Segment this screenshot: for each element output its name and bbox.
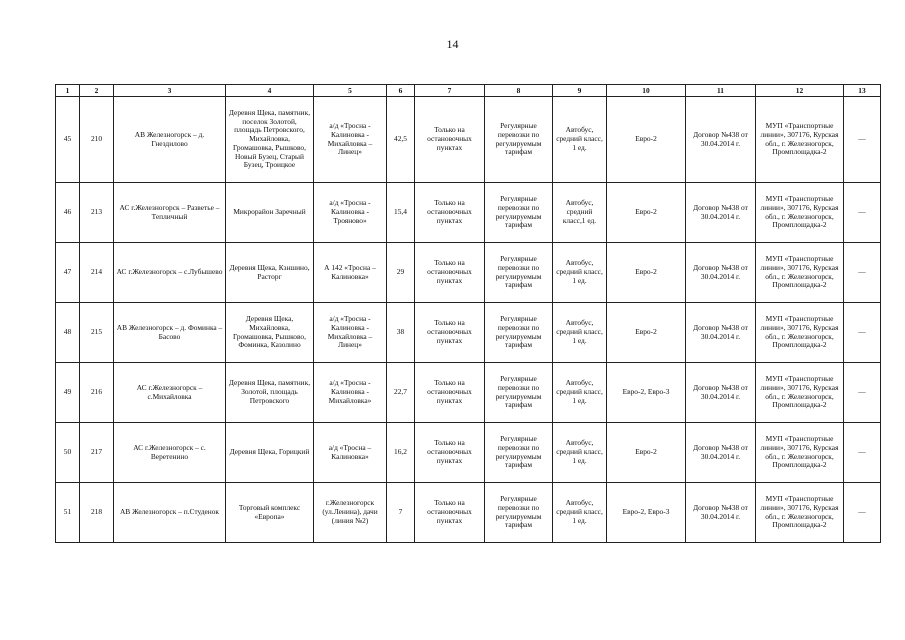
table-row	[56, 303, 881, 363]
vehicle-cell: Автобус, средний класс, 1 ед.	[553, 243, 607, 303]
table-row	[56, 363, 881, 423]
header-cell: 11	[686, 85, 756, 97]
contract-cell: Договор №438 от 30.04.2014 г.	[686, 423, 756, 483]
header-cell: 1	[56, 85, 80, 97]
table-row	[56, 243, 881, 303]
roads-cell: а/д «Тросна - Калиновка - Михайловка – Линец»	[314, 97, 387, 183]
table-row	[56, 183, 881, 243]
carrier-cell: МУП «Транспортные линии», 307176, Курская обл., г. Железногорск, Промплощадка-2	[756, 363, 844, 423]
row-number-cell: 45	[56, 97, 80, 183]
header-cell: 7	[415, 85, 485, 97]
stops-cell: Деревня Щека, памятник, поселок Золотой, площадь Петровского, Михайловка, Громашовка, Рышково, Новый Бузец, Старый Бузец, Троицкое	[226, 97, 314, 183]
vehicle-cell: Автобус, средний класс, 1 ед.	[553, 363, 607, 423]
carrier-cell: МУП «Транспортные линии», 307176, Курская обл., г. Железногорск, Промплощадка-2	[756, 97, 844, 183]
roads-cell: а/д «Тросна - Калиновка - Михайловка – Линец»	[314, 303, 387, 363]
note-cell: —	[844, 363, 881, 423]
table-row	[56, 423, 881, 483]
boarding-cell: Только на остановочных пунктах	[415, 183, 485, 243]
length-cell: 7	[387, 483, 415, 543]
route-number-cell: 216	[80, 363, 114, 423]
route-name-cell: АС г.Железногорск – Разветье – Тепличный	[114, 183, 226, 243]
vehicle-cell: Автобус, средний класс, 1 ед.	[553, 483, 607, 543]
roads-cell: А 142 «Тросна – Калиновка»	[314, 243, 387, 303]
note-cell: —	[844, 243, 881, 303]
header-cell: 12	[756, 85, 844, 97]
transport-type-cell: Регулярные перевозки по регулируемым тарифам	[485, 363, 553, 423]
route-number-cell: 218	[80, 483, 114, 543]
stops-cell: Деревня Щека, Горицкий	[226, 423, 314, 483]
header-cell: 13	[844, 85, 881, 97]
transport-type-cell: Регулярные перевозки по регулируемым тарифам	[485, 303, 553, 363]
transport-type-cell: Регулярные перевозки по регулируемым тарифам	[485, 483, 553, 543]
note-cell: —	[844, 183, 881, 243]
route-number-cell: 214	[80, 243, 114, 303]
header-cell: 5	[314, 85, 387, 97]
eco-class-cell: Евро-2	[607, 183, 686, 243]
length-cell: 29	[387, 243, 415, 303]
carrier-cell: МУП «Транспортные линии», 307176, Курская обл., г. Железногорск, Промплощадка-2	[756, 423, 844, 483]
length-cell: 42,5	[387, 97, 415, 183]
stops-cell: Торговый комплекс «Европа»	[226, 483, 314, 543]
row-number-cell: 50	[56, 423, 80, 483]
route-name-cell: АС г.Железногорск – с.Лубышево	[114, 243, 226, 303]
eco-class-cell: Евро-2, Евро-3	[607, 363, 686, 423]
table-row	[56, 97, 881, 183]
transport-type-cell: Регулярные перевозки по регулируемым тарифам	[485, 243, 553, 303]
eco-class-cell: Евро-2	[607, 303, 686, 363]
roads-cell: а/д «Тросна - Калиновка - Михайловка»	[314, 363, 387, 423]
header-row	[56, 85, 881, 97]
roads-cell: а/д «Тросна – Калиновка»	[314, 423, 387, 483]
contract-cell: Договор №438 от 30.04.2014 г.	[686, 363, 756, 423]
contract-cell: Договор №438 от 30.04.2014 г.	[686, 303, 756, 363]
stops-cell: Деревня Щека, Михайловка, Громашовка, Рышково, Фоминка, Казолино	[226, 303, 314, 363]
header-cell: 2	[80, 85, 114, 97]
header-cell: 3	[114, 85, 226, 97]
note-cell: —	[844, 423, 881, 483]
header-cell: 4	[226, 85, 314, 97]
route-number-cell: 210	[80, 97, 114, 183]
length-cell: 15,4	[387, 183, 415, 243]
eco-class-cell: Евро-2	[607, 97, 686, 183]
route-number-cell: 213	[80, 183, 114, 243]
eco-class-cell: Евро-2, Евро-3	[607, 483, 686, 543]
boarding-cell: Только на остановочных пунктах	[415, 243, 485, 303]
roads-cell: г.Железногорск (ул.Ленина), дачи (линия №2)	[314, 483, 387, 543]
route-name-cell: АВ Железногорск – п.Студенок	[114, 483, 226, 543]
boarding-cell: Только на остановочных пунктах	[415, 423, 485, 483]
contract-cell: Договор №438 от 30.04.2014 г.	[686, 483, 756, 543]
length-cell: 16,2	[387, 423, 415, 483]
route-number-cell: 215	[80, 303, 114, 363]
header-cell: 10	[607, 85, 686, 97]
note-cell: —	[844, 483, 881, 543]
stops-cell: Микрорайон Заречный	[226, 183, 314, 243]
transport-type-cell: Регулярные перевозки по регулируемым тарифам	[485, 423, 553, 483]
vehicle-cell: Автобус, средний класс, 1 ед.	[553, 303, 607, 363]
header-cell: 6	[387, 85, 415, 97]
note-cell: —	[844, 97, 881, 183]
route-name-cell: АВ Железногорск – д. Гнездилово	[114, 97, 226, 183]
table-row	[56, 483, 881, 543]
roads-cell: а/д «Тросна - Калиновка - Трояново»	[314, 183, 387, 243]
route-name-cell: АС г.Железногорск – с. Веретенино	[114, 423, 226, 483]
note-cell: —	[844, 303, 881, 363]
vehicle-cell: Автобус, средний класс,1 ед.	[553, 183, 607, 243]
carrier-cell: МУП «Транспортные линии», 307176, Курская обл., г. Железногорск, Промплощадка-2	[756, 243, 844, 303]
boarding-cell: Только на остановочных пунктах	[415, 363, 485, 423]
eco-class-cell: Евро-2	[607, 423, 686, 483]
boarding-cell: Только на остановочных пунктах	[415, 97, 485, 183]
stops-cell: Деревня Щека, Кзншино, Расторг	[226, 243, 314, 303]
contract-cell: Договор №438 от 30.04.2014 г.	[686, 243, 756, 303]
row-number-cell: 51	[56, 483, 80, 543]
route-name-cell: АВ Железногорск – д. Фоминка – Басово	[114, 303, 226, 363]
carrier-cell: МУП «Транспортные линии», 307176, Курская обл., г. Железногорск, Промплощадка-2	[756, 303, 844, 363]
length-cell: 38	[387, 303, 415, 363]
header-cell: 9	[553, 85, 607, 97]
transport-type-cell: Регулярные перевозки по регулируемым тарифам	[485, 183, 553, 243]
row-number-cell: 48	[56, 303, 80, 363]
vehicle-cell: Автобус, средний класс, 1 ед.	[553, 423, 607, 483]
transport-type-cell: Регулярные перевозки по регулируемым тарифам	[485, 97, 553, 183]
carrier-cell: МУП «Транспортные линии», 307176, Курская обл., г. Железногорск, Промплощадка-2	[756, 483, 844, 543]
row-number-cell: 49	[56, 363, 80, 423]
header-cell: 8	[485, 85, 553, 97]
routes-table	[55, 84, 881, 543]
page-number: 14	[446, 37, 459, 51]
row-number-cell: 47	[56, 243, 80, 303]
boarding-cell: Только на остановочных пунктах	[415, 483, 485, 543]
stops-cell: Деревня Щека, памятник, Золотой, площадь Петровского	[226, 363, 314, 423]
route-name-cell: АС г.Железногорск – с.Михайловка	[114, 363, 226, 423]
row-number-cell: 46	[56, 183, 80, 243]
contract-cell: Договор №438 от 30.04.2014 г.	[686, 183, 756, 243]
carrier-cell: МУП «Транспортные линии», 307176, Курская обл., г. Железногорск, Промплощадка-2	[756, 183, 844, 243]
length-cell: 22,7	[387, 363, 415, 423]
contract-cell: Договор №438 от 30.04.2014 г.	[686, 97, 756, 183]
route-number-cell: 217	[80, 423, 114, 483]
vehicle-cell: Автобус, средний класс, 1 ед.	[553, 97, 607, 183]
eco-class-cell: Евро-2	[607, 243, 686, 303]
boarding-cell: Только на остановочных пунктах	[415, 303, 485, 363]
